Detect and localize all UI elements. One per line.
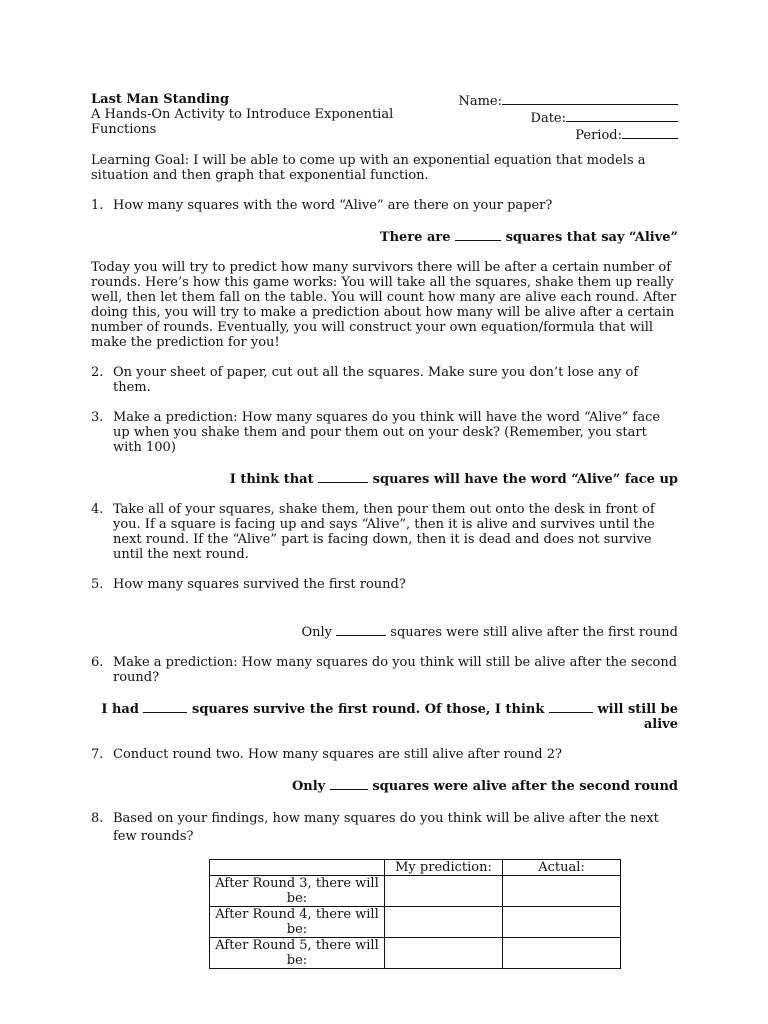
- worksheet-header: [91, 92, 678, 143]
- question-number: 6.: [91, 655, 104, 670]
- table-row: [210, 876, 621, 907]
- table-header-cell: [210, 860, 385, 876]
- title-block: [91, 92, 411, 137]
- question-number: 8.: [91, 811, 104, 826]
- worksheet-title: Last Man Standing: [91, 92, 230, 107]
- question-number: 5.: [91, 577, 104, 592]
- student-info: [458, 92, 678, 143]
- row-label: After Round 3, there will be:: [210, 876, 385, 907]
- answer-5: [91, 623, 678, 640]
- prediction-table: [209, 859, 621, 969]
- period-blank[interactable]: [622, 126, 678, 139]
- answer-blank[interactable]: [336, 623, 386, 636]
- name-label: Name:: [458, 94, 502, 109]
- table-row: [210, 938, 621, 969]
- question-text: How many squares survived the first round?: [113, 577, 406, 592]
- date-label: Date:: [530, 111, 566, 126]
- table-header-cell: My prediction:: [385, 860, 503, 876]
- question-5: [91, 577, 678, 592]
- answer-prefix: Only: [291, 779, 326, 794]
- period-line: [458, 126, 678, 143]
- actual-cell[interactable]: [503, 876, 621, 907]
- table-header-cell: Actual:: [503, 860, 621, 876]
- period-label: Period:: [575, 128, 622, 143]
- date-blank[interactable]: [566, 109, 678, 122]
- question-text: Make a prediction: How many squares do you think will still be alive after the second round?: [113, 655, 678, 685]
- answer-blank[interactable]: [330, 777, 368, 790]
- answer-1: [91, 228, 678, 245]
- prediction-cell[interactable]: [385, 876, 503, 907]
- table-row: [210, 907, 621, 938]
- answer-suffix: squares were still alive after the first round: [390, 625, 678, 640]
- actual-cell[interactable]: [503, 907, 621, 938]
- row-label: After Round 5, there will be:: [210, 938, 385, 969]
- question-text: Conduct round two. How many squares are still alive after round 2?: [113, 747, 562, 762]
- answer-3: [91, 470, 678, 487]
- question-text: Make a prediction: How many squares do you think will have the word “Alive” face up when you shake them and pour them out on your desk? (Remember, you start with 100): [113, 410, 661, 455]
- answer-blank[interactable]: [455, 228, 501, 241]
- row-label: After Round 4, there will be:: [210, 907, 385, 938]
- learning-goal: Learning Goal: I will be able to come up with an exponential equation that models a situation and then graph that exponential function.: [91, 153, 646, 183]
- game-instructions: Today you will try to predict how many survivors there will be after a certain number of rounds. Here’s how this game works: You will take all the squares, shake them up really well, then let them fall on the table. You will count how many are alive each round. After doing this, you will try to make a prediction about how many will be alive after a certain number of rounds. Eventually, you will construct your own equation/formula that will make the prediction for you!: [91, 260, 677, 350]
- answer-prefix: I think that: [229, 472, 314, 487]
- name-line: [458, 92, 678, 109]
- answer-middle: squares survive the first round. Of those, I think: [192, 702, 545, 717]
- question-3: [91, 410, 678, 455]
- table-header-row: [210, 860, 621, 876]
- question-number: 1.: [91, 198, 104, 213]
- answer-suffix: squares that say “Alive”: [505, 230, 678, 245]
- worksheet: [91, 92, 678, 969]
- question-text: How many squares with the word “Alive” are there on your paper?: [113, 198, 553, 213]
- answer-blank-first[interactable]: [143, 700, 187, 713]
- question-number: 2.: [91, 365, 104, 380]
- question-1: [91, 198, 678, 213]
- question-6: [91, 655, 678, 685]
- prediction-cell[interactable]: [385, 907, 503, 938]
- answer-blank-second[interactable]: [549, 700, 593, 713]
- question-text: Based on your findings, how many squares do you think will be alive after the next few rounds?: [113, 811, 659, 844]
- question-2: [91, 365, 678, 395]
- question-number: 4.: [91, 502, 104, 517]
- question-8: [91, 810, 678, 846]
- question-number: 3.: [91, 410, 104, 425]
- worksheet-subtitle: A Hands-On Activity to Introduce Exponential Functions: [91, 107, 394, 137]
- answer-blank[interactable]: [318, 470, 368, 483]
- actual-cell[interactable]: [503, 938, 621, 969]
- question-text: On your sheet of paper, cut out all the squares. Make sure you don’t lose any of them.: [113, 365, 639, 395]
- answer-7: [91, 777, 678, 794]
- question-7: [91, 747, 678, 762]
- answer-suffix: squares will have the word “Alive” face up: [372, 472, 678, 487]
- name-blank[interactable]: [502, 92, 678, 105]
- answer-prefix: I had: [101, 702, 139, 717]
- question-number: 7.: [91, 747, 104, 762]
- answer-prefix: There are: [379, 230, 451, 245]
- question-4: [91, 502, 678, 562]
- answer-suffix: squares were alive after the second round: [372, 779, 678, 794]
- prediction-cell[interactable]: [385, 938, 503, 969]
- answer-prefix: Only: [301, 625, 333, 640]
- question-text: Take all of your squares, shake them, then pour them out onto the desk in front of you. If a square is facing up and says “Alive”, then it is alive and survives until the next round. If the “Alive” part is facing down, then it is dead and does not survive until the next round.: [113, 502, 655, 562]
- answer-suffix: will still be alive: [597, 702, 678, 732]
- date-line: [458, 109, 678, 126]
- answer-6: [91, 700, 678, 732]
